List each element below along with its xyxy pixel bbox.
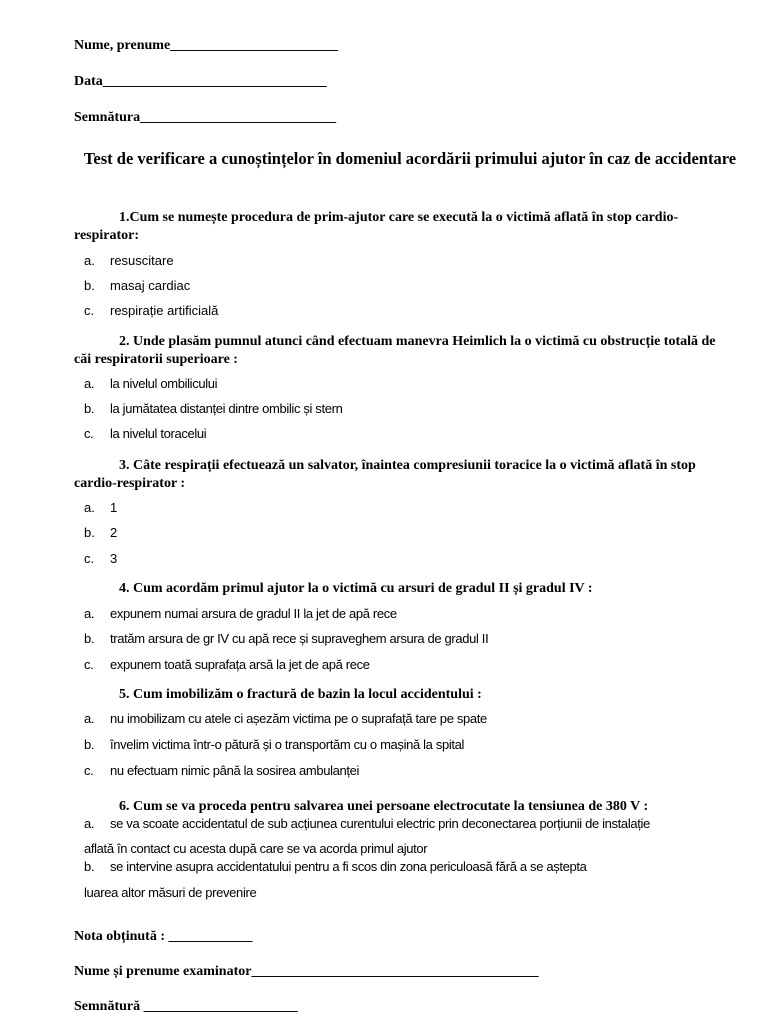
option-text: resuscitare xyxy=(110,253,174,268)
option-text: la nivelul ombilicului xyxy=(110,376,218,391)
option-text: nu efectuam nimic până la sosirea ambulanței xyxy=(110,763,360,778)
question-5-option-b xyxy=(84,737,464,753)
question-6-option-a xyxy=(84,816,650,832)
option-letter: b. xyxy=(84,525,95,540)
option-letter: b. xyxy=(84,859,95,874)
option-letter: a. xyxy=(84,376,95,391)
question-1-option-a xyxy=(84,253,174,269)
question-6-option-a-continuation: aflată în contact cu acesta după care se va acorda primul ajutor xyxy=(84,841,428,856)
question-2-option-c xyxy=(84,426,206,442)
question-3: 3. Câte respirații efectuează un salvator, înaintea compresiunii toracice la o victimă aflată în stop cardio-respirator : xyxy=(74,458,696,491)
option-text: la nivelul toracelui xyxy=(110,426,207,441)
question-1-option-c xyxy=(84,303,218,319)
option-letter: c. xyxy=(84,657,94,672)
examiner-signature-field-line: Semnătură ______________________ xyxy=(74,999,298,1014)
date-field-line: Data________________________________ xyxy=(74,74,327,89)
question-2-option-b xyxy=(84,401,342,417)
option-letter: c. xyxy=(84,763,94,778)
name-field-line: Nume, prenume________________________ xyxy=(74,38,339,53)
option-text: tratăm arsura de gr IV cu apă rece și supraveghem arsura de gradul II xyxy=(110,631,489,646)
question-3-option-a xyxy=(84,500,117,516)
option-letter: a. xyxy=(84,606,95,621)
document-title: Test de verificare a cunoștințelor în domeniul acordării primului ajutor în caz de accidentare xyxy=(83,149,737,168)
question-4-option-a xyxy=(84,606,397,622)
question-4: 4. Cum acordăm primul ajutor la o victimă cu arsuri de gradul II și gradul IV : xyxy=(119,581,593,596)
question-1-option-b xyxy=(84,278,190,294)
option-text: nu imobilizam cu atele ci așezăm victima pe o suprafață tare pe spate xyxy=(110,711,487,726)
examiner-name-field-line: Nume și prenume examinator_________________________________________ xyxy=(74,964,539,979)
question-5-option-c xyxy=(84,763,359,779)
option-letter: c. xyxy=(84,551,95,566)
question-6-option-b-continuation: luarea altor măsuri de prevenire xyxy=(84,885,257,900)
question-2: 2. Unde plasăm pumnul atunci când efectuam manevra Heimlich la o victimă cu obstrucție totală de căi respiratorii superioare : xyxy=(74,334,716,367)
option-text: 2 xyxy=(110,525,118,540)
question-3-option-c xyxy=(84,551,117,567)
option-letter: c. xyxy=(84,303,95,318)
option-text: se intervine asupra accidentatului pentru a fi scos din zona periculoasă fără a se aștepta xyxy=(110,859,587,874)
signature-field-line: Semnătura____________________________ xyxy=(74,110,337,125)
option-text: 3 xyxy=(110,551,118,566)
option-text: învelim victima într-o pătură și o transportăm cu o mașină la spital xyxy=(110,737,465,752)
option-text: respirație artificială xyxy=(110,303,219,318)
question-1: 1.Cum se numește procedura de prim-ajutor care se execută la o victimă aflată în stop cardio-respirator: xyxy=(74,210,679,243)
option-letter: b. xyxy=(84,737,95,752)
option-text: masaj cardiac xyxy=(110,278,191,293)
option-letter: b. xyxy=(84,278,95,293)
question-2-option-a xyxy=(84,376,217,392)
question-6-option-b xyxy=(84,859,587,875)
option-letter: a. xyxy=(84,253,95,268)
option-letter: b. xyxy=(84,631,95,646)
option-letter: a. xyxy=(84,711,95,726)
option-text: expunem toată suprafața arsă la jet de apă rece xyxy=(110,657,370,672)
question-6: 6. Cum se va proceda pentru salvarea unei persoane electrocutate la tensiunea de 380 V : xyxy=(119,799,649,814)
option-letter: c. xyxy=(84,426,94,441)
option-letter: a. xyxy=(84,816,95,831)
question-4-option-c xyxy=(84,657,370,673)
option-text: la jumătatea distanței dintre ombilic și stern xyxy=(110,401,343,416)
option-text: se va scoate accidentatul de sub acțiunea curentului electric prin deconectarea porțiunii de instalație xyxy=(110,816,650,831)
question-3-option-b xyxy=(84,525,117,541)
question-4-option-b xyxy=(84,631,488,647)
question-5-option-a xyxy=(84,711,487,727)
grade-field-line: Nota obținută : ____________ xyxy=(74,929,253,944)
question-5: 5. Cum imobilizăm o fractură de bazin la locul accidentului : xyxy=(119,687,482,702)
option-letter: a. xyxy=(84,500,95,515)
option-text: expunem numai arsura de gradul II la jet de apă rece xyxy=(110,606,397,621)
option-letter: b. xyxy=(84,401,95,416)
option-text: 1 xyxy=(110,500,118,515)
